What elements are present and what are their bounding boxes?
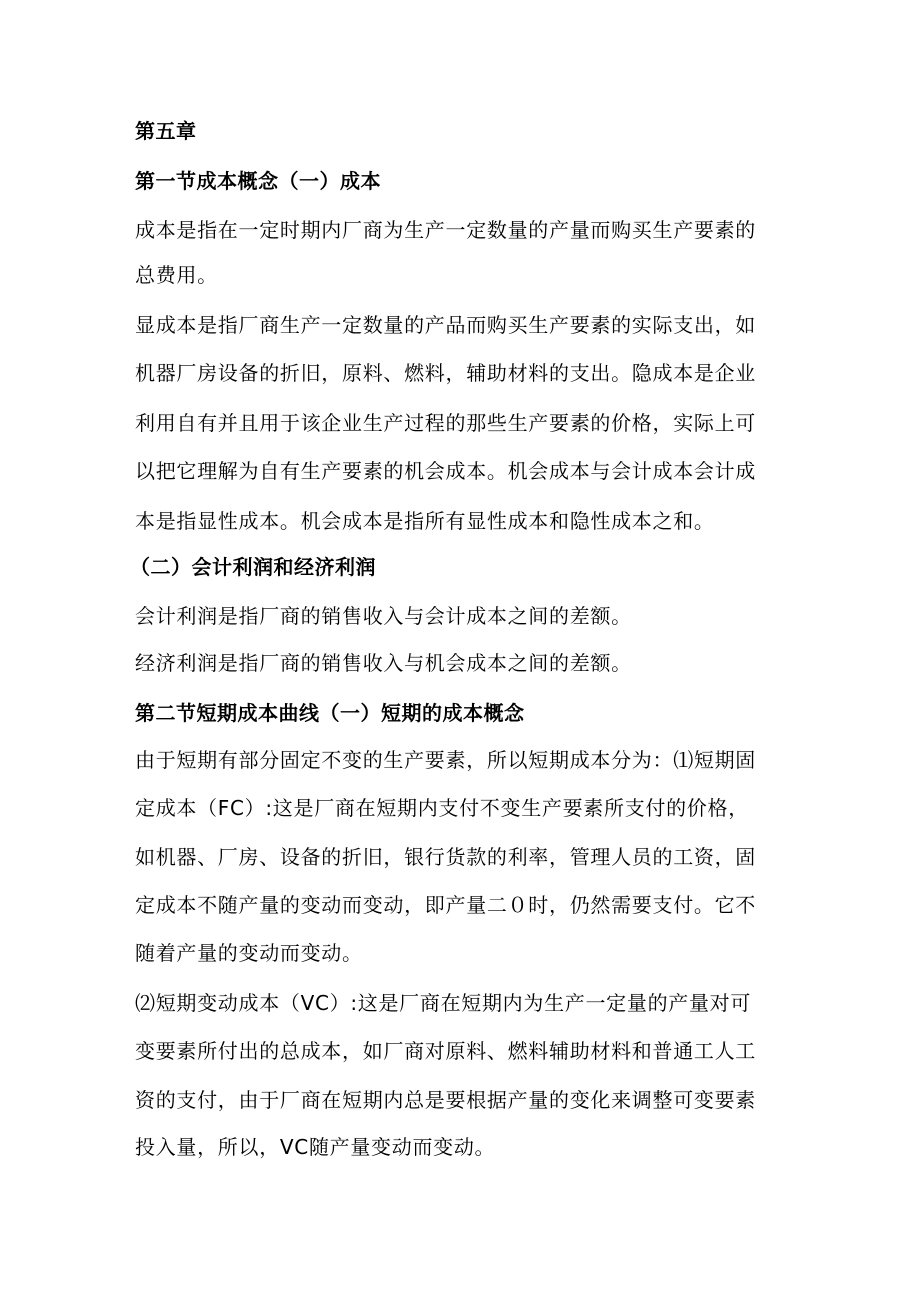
paragraph-line: 变要素所付出的总成本，如厂商对原料、燃料辅助材料和普通工人工 — [135, 1039, 756, 1063]
paragraph-line: 定成本不随产量的变动而变动，即产量二０时，仍然需要支付。它不 — [135, 893, 756, 917]
paragraph-line: 资的支付，由于厂商在短期内总是要根据产量的变化来调整可变要素 — [135, 1088, 756, 1112]
subsection-heading-profit: （二）会计利润和经济利润 — [130, 555, 376, 579]
paragraph-line: 以把它理解为自有生产要素的机会成本。机会成本与会计成本会计成 — [135, 459, 756, 483]
paragraph-line: 显成本是指厂商生产一定数量的产品而购买生产要素的实际支出，如 — [135, 313, 756, 337]
paragraph-line: 由于短期有部分固定不变的生产要素，所以短期成本分为：⑴短期固 — [135, 748, 756, 772]
paragraph-line: 成本是指在一定时期内厂商为生产一定数量的产量而购买生产要素的 — [135, 218, 756, 242]
section-heading-short-run-cost: 第二节短期成本曲线（一）短期的成本概念 — [135, 701, 525, 725]
section-heading-cost-concept: 第一节成本概念（一）成本 — [135, 169, 381, 193]
paragraph-line: 会计利润是指厂商的销售收入与会计成本之间的差额。 — [135, 604, 632, 628]
paragraph-line: 投入量，所以，VC随产量变动而变动。 — [135, 1135, 496, 1159]
paragraph-line: 随着产量的变动而变动。 — [135, 941, 363, 965]
paragraph-line: ⑵短期变动成本（VC）:这是厂商在短期内为生产一定量的产量对可 — [135, 991, 752, 1015]
paragraph-line: 机器厂房设备的折旧，原料、燃料，辅助材料的支出。隐成本是企业 — [135, 361, 756, 385]
paragraph-line: 总费用。 — [135, 263, 218, 287]
chapter-title: 第五章 — [135, 119, 197, 143]
paragraph-line: 如机器、厂房、设备的折旧，银行货款的利率，管理人员的工资，固 — [135, 845, 756, 869]
paragraph-line: 利用自有并且用于该企业生产过程的那些生产要素的价格，实际上可 — [135, 411, 756, 435]
paragraph-line: 本是指显性成本。机会成本是指所有显性成本和隐性成本之和。 — [135, 509, 715, 533]
paragraph-line: 经济利润是指厂商的销售收入与机会成本之间的差额。 — [135, 651, 632, 675]
paragraph-line: 定成本（FC）:这是厂商在短期内支付不变生产要素所支付的价格， — [135, 796, 749, 820]
